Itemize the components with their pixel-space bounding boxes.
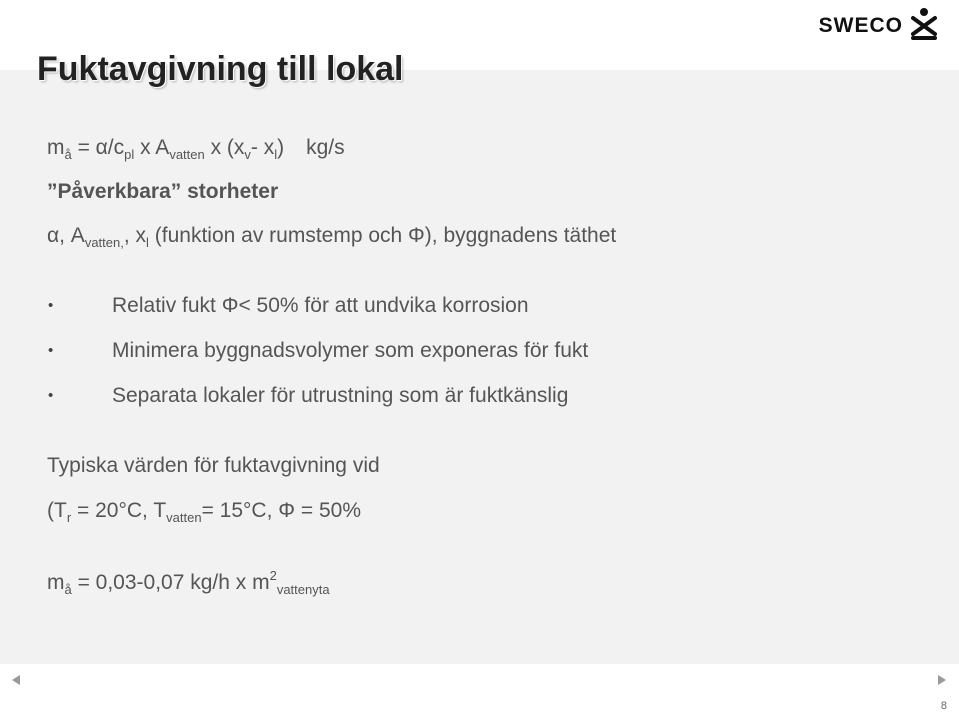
slide-title: Fuktavgivning till lokal [37,50,404,88]
result-line: $m_å = 0,03-0,07$ kg/h x $m^2_{vattenyta}$ [47,568,330,597]
typical-heading: Typiska värden för fuktavgivning vid [47,454,380,477]
conditions-line: ($T_r = 20^\circ C$, $T_{vatten}= 15^\circ C$, Φ = 50% [47,499,361,525]
influence-heading: ”Påverkbara” storheter [47,180,279,203]
page-number: 8 [940,700,947,712]
bullet-item: Separata lokaler för utrustning som är fuktkänslig [112,384,569,407]
footer-bar [0,664,959,714]
next-slide-icon[interactable] [938,675,946,685]
bullet-item: Relativ fukt Φ< 50% för att undvika korrosion [112,294,529,317]
bullet-marker: • [48,342,54,359]
company-logo [819,8,939,44]
bullet-marker: • [48,297,54,314]
bullet-marker: • [48,387,54,404]
parameters-line: α, $A_{vatten,}$, $x_l$ (funktion av rumstemp och Φ), byggnadens täthet [47,224,617,250]
logo-text: SWECO [818,14,903,37]
bullet-item: Minimera byggnadsvolymer som exponeras för fukt [112,339,589,362]
sweco-figure-icon [909,7,939,46]
formula-line: $m_å = \alpha/c_{pl}$ x $A_{vatten}$ x ($x_v-$ $x_l$) kg/s [47,136,345,162]
previous-slide-icon[interactable] [12,675,20,685]
